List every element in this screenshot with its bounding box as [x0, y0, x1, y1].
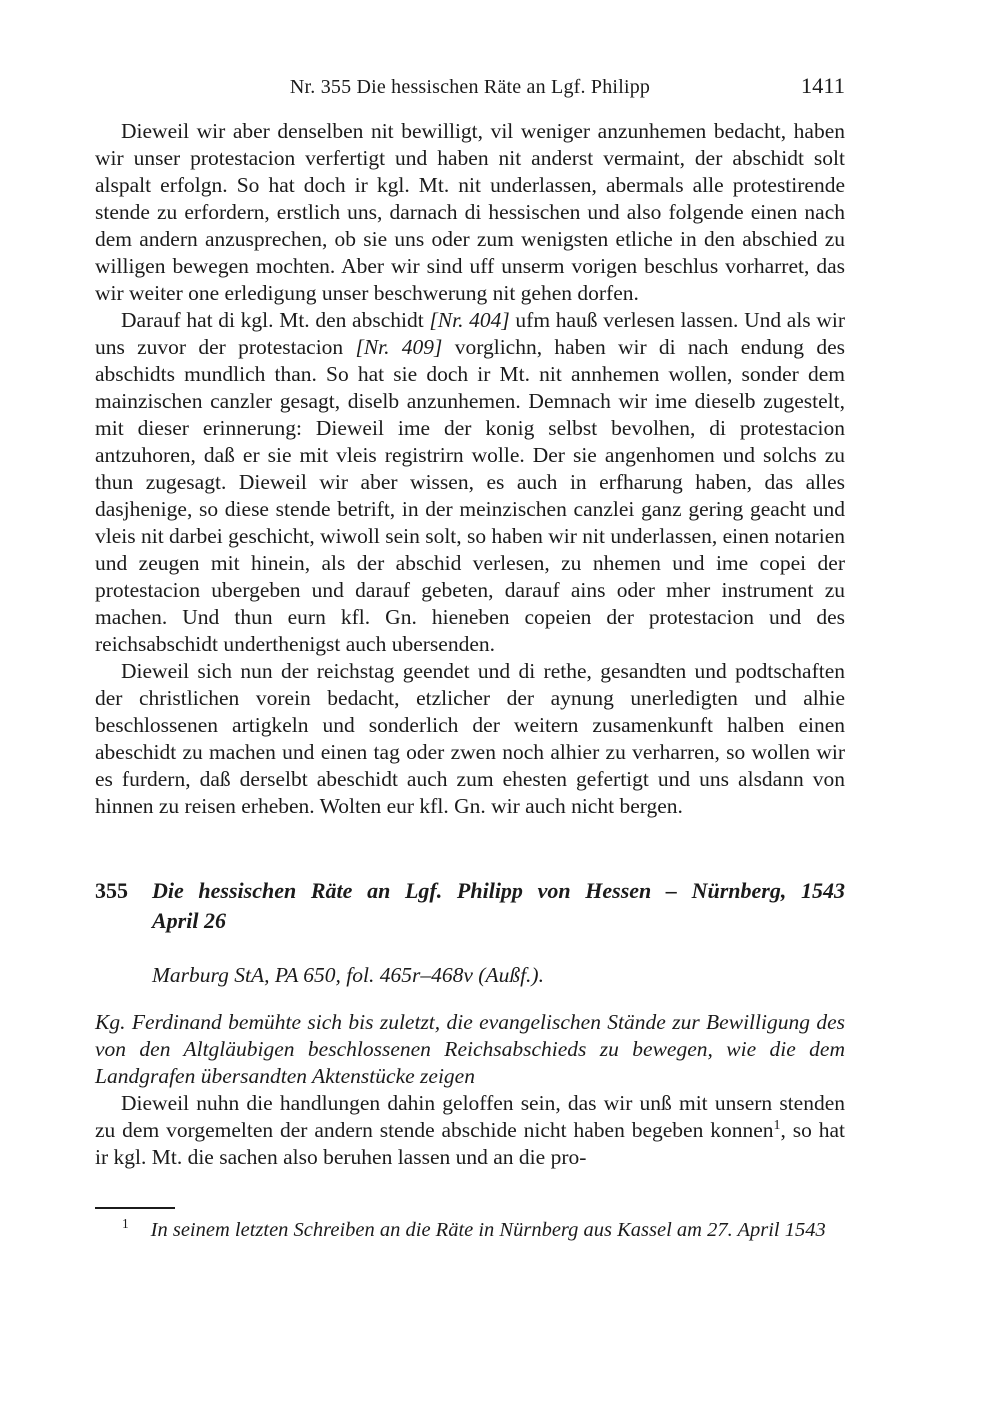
entry-paragraph-1 [95, 1090, 845, 1171]
editor-summary: Kg. Ferdinand bemühte sich bis zuletzt, die evangelischen Stände zur Bewilligung des von den Altgläubigen beschlossenen Reichsabschieds zu bewegen, wie die dem Landgrafen übersandten Aktenstücke zeigen [95, 1010, 845, 1088]
text-column [95, 74, 845, 1243]
footnote-marker-inline: 1 [773, 1117, 781, 1133]
running-title: Nr. 355 Die hessischen Räte an Lgf. Philipp [289, 76, 651, 98]
page-number: 1411 [800, 73, 845, 98]
paragraph-2-text: Darauf hat di kgl. Mt. den abschidt [121, 308, 430, 332]
entry-paragraph-1-text: Dieweil nuhn die handlungen dahin geloffen sein, das wir unß mit unsern stenden zu dem vorgemelten der andern stende abschide nicht haben begeben konnen [95, 1091, 845, 1142]
letter-paragraph-3: Dieweil sich nun der reichstag geendet und di rethe, gesandten und podtschaften der christlichen vorein bedacht, etzlicher der aynung unerledigten und alhie beschlossenen artigkeln und sonderlich der weitern zusamenkunft halben einen abeschidt zu machen und einen tag oder zwen noch alhier zu verharren, so wollen wir es furdern, daß derselbt abeschidt auch zum ehesten gefertigt und uns alsdann von hinnen zu reisen erheben. Wolten eur kfl. Gn. wir auch nicht bergen. [95, 659, 845, 818]
entry-title [152, 876, 845, 936]
footnote-block [95, 1207, 845, 1243]
entry-title-line-2: April 26 [152, 908, 226, 933]
paragraph-2-text: ufm hauß verlesen lassen. Und als wir uns zuvor der protestacion [95, 308, 845, 359]
document-reference-409: [Nr. 409] [355, 335, 443, 359]
document-reference-404: [Nr. 404] [429, 308, 510, 332]
archival-source: Marburg StA, PA 650, fol. 465r–468v (Außf.). [152, 963, 544, 987]
running-head [95, 74, 845, 102]
letter-text [95, 118, 845, 1171]
entry-heading [95, 876, 845, 936]
footnote-1-text: In seinem letzten Schreiben an die Räte in Nürnberg aus Kassel am 27. April 1543 [150, 1219, 826, 1241]
paragraph-2-text: vorglichn, haben wir di nach endung des abschidts mundlich than. So hat sie doch ir Mt. nit annhemen wollen, sonder dem mainzischen canzler gesagt, diselb anzunhemen. Demnach wir ime dieselb zugestelt, mit dieser erinnerung: Dieweil ime der konig selbst bevolhen, di protestacion antzuhoren, daß er sie mit vleis registrirn wolle. Der sie angenhomen und solchs zu thun zugesagt. Dieweil wir aber wissen, es auch in erfharung haben, das alles dasjhenige, so diese stende betrift, in der meinzischen canzlei ganz gering geacht und vleis nit darbei geschicht, wiwoll sein solt, so haben wir nit underlassen, einen notarien und zeugen mit hinein, als der abschid verlesen, zu nhemen und ime copei der protestacion ubergeben und darauf gebeten, darauf ains oder mher instrument zu machen. Und thun eurn kfl. Gn. hieneben copeien der protestacion und des reichsabschidt underthenigst auch ubersenden. [95, 335, 845, 656]
entry-title-line-1: Die hessischen Räte an Lgf. Philipp von Hessen – Nürnberg, 1543 [152, 878, 845, 903]
entry-number: 355 [95, 878, 128, 903]
letter-paragraph-2 [95, 307, 845, 658]
footnote-1-marker: 1 [122, 1216, 129, 1232]
footnote-rule [95, 1207, 175, 1209]
entry-paragraph-1-text: , so hat ir kgl. Mt. die sachen also beruhen lassen und an die pro- [95, 1118, 845, 1169]
footnote-1 [95, 1217, 845, 1243]
letter-paragraph-1: Dieweil wir aber denselben nit bewilligt, vil weniger anzunhemen bedacht, haben wir unser protestacion verfertigt und haben nit anderst vermaint, der abschidt solt alspalt erfolgn. So hat doch ir kgl. Mt. nit underlassen, abermals alle protestirende stende zu erfordern, erstlich uns, darnach di hessischen und also folgende einen nach dem andern anzusprechen, ob sie uns oder zum wenigsten etliche in den abschied zu willigen bewegen mochten. Aber wir sind uff unserm vorigen beschlus vorharret, das wir weiter one erledigung unser beschwerung nit gehen dorfen. [95, 119, 845, 305]
